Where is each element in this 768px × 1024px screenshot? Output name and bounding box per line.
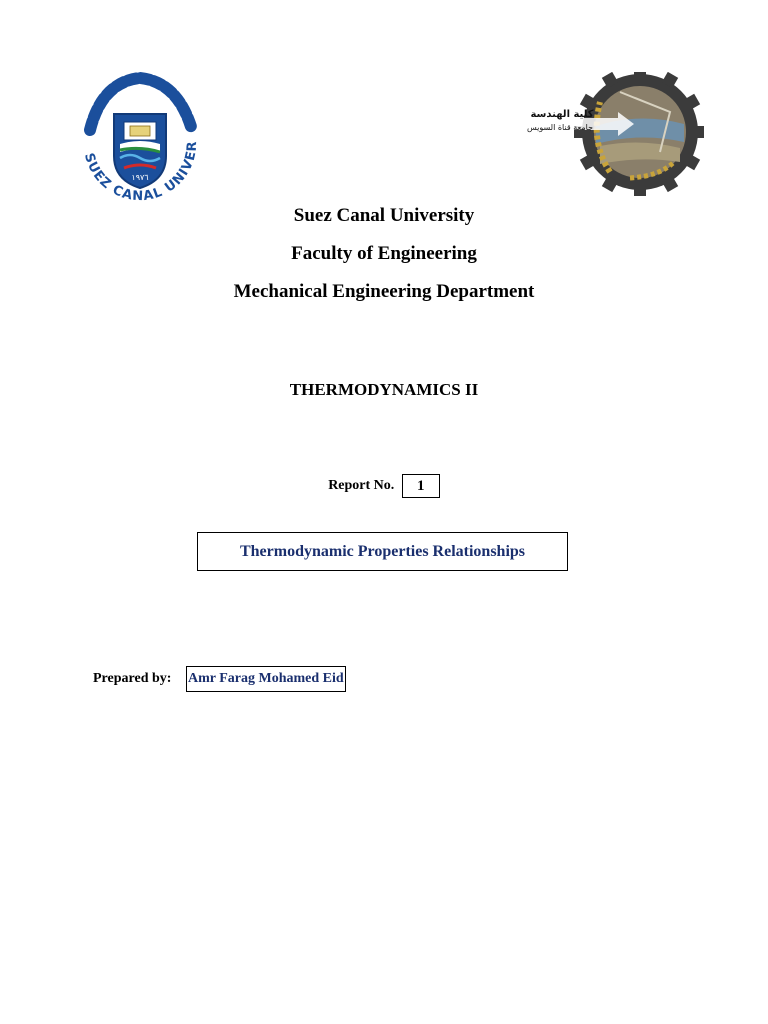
seal-ring-text: SUEZ CANAL UNIVER: [80, 140, 201, 205]
report-number-label: Report No.: [328, 478, 395, 493]
university-logo: [72, 72, 208, 206]
author-name-box: Amr Farag Mohamed Eid: [186, 666, 346, 692]
faculty-title: Faculty of Engineering: [291, 243, 477, 264]
seal-year: ١٩٧٦: [131, 173, 149, 182]
report-number-box: 1: [402, 474, 440, 498]
faculty-logo: [522, 72, 704, 196]
university-seal-icon: [72, 72, 208, 206]
university-name-text: جامعة قناة السويس: [526, 123, 594, 132]
report-number-row: [0, 474, 768, 498]
faculty-gear-emblem-icon: [522, 72, 704, 196]
university-title: Suez Canal University: [293, 205, 475, 226]
report-topic-box: Thermodynamic Properties Relationships: [197, 532, 568, 571]
course-title: THERMODYNAMICS II: [289, 380, 479, 399]
prepared-by-label: Prepared by:: [93, 671, 172, 686]
department-title: Mechanical Engineering Department: [233, 281, 535, 302]
faculty-name-text: كلية الهندسة: [530, 109, 594, 120]
